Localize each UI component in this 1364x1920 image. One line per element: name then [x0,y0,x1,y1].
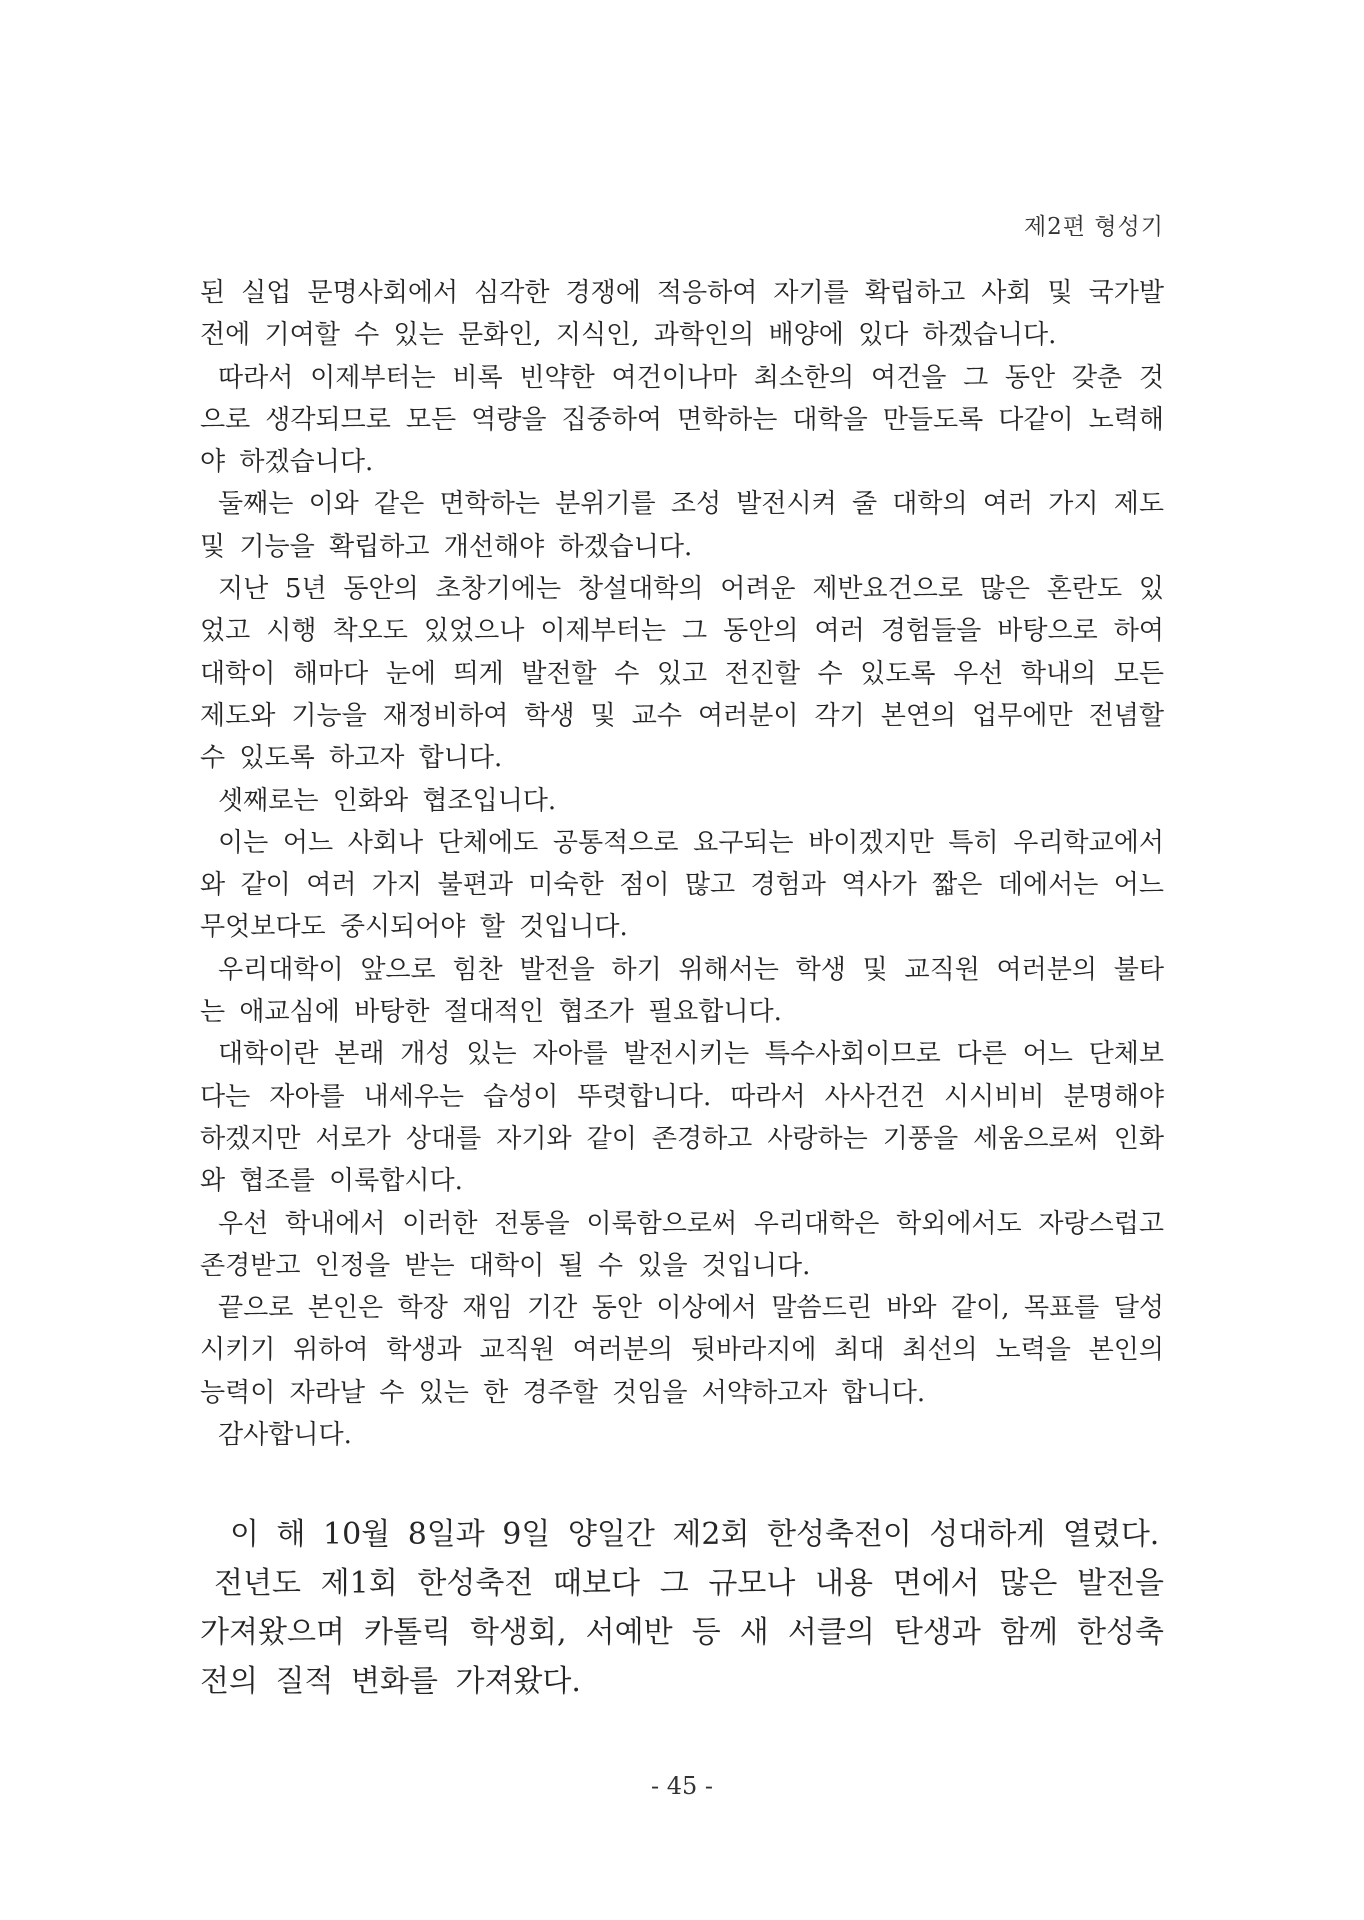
speech-paragraph: 둘째는 이와 같은 면학하는 분위기를 조성 발전시켜 줄 대학의 여러 가지 제도 및 기능을 확립하고 개선해야 하겠습니다. [200,489,1164,562]
speech-paragraph: 지난 5년 동안의 초창기에는 창설대학의 어려운 제반요건으로 많은 혼란도 있었고 시행 착오도 있었으나 이제부터는 그 동안의 여러 경험들을 바탕으로 하여 대학이 해마다 눈에 띄게 발전할 수 있고 전진할 수 있도록 우선 학내의 모든 제도와 기능을 재정비하여 학생 및 교수 여러분이 각기 본연의 업무에만 전념할 수 있도록 하고자 합니다. [200,574,1164,774]
speech-paragraph: 따라서 이제부터는 비록 빈약한 여건이나마 최소한의 여건을 그 동안 갖춘 것으로 생각되므로 모든 역량을 집중하여 면학하는 대학을 만들도록 다같이 노력해야 하겠습니다. [200,362,1164,478]
speech-paragraph: 우선 학내에서 이러한 전통을 이룩함으로써 우리대학은 학외에서도 자랑스럽고 존경받고 인정을 받는 대학이 될 수 있을 것입니다. [200,1208,1164,1281]
speech-paragraph: 끝으로 본인은 학장 재임 기간 동안 이상에서 말씀드린 바와 같이, 목표를 달성시키기 위하여 학생과 교직원 여러분의 뒷바라지에 최대 최선의 노력을 본인의 능력이 자라날 수 있는 한 경주할 것임을 서약하고자 합니다. [200,1293,1164,1408]
page-number: - 45 - [650,1772,713,1800]
speech-body [200,272,1164,1456]
narrative-paragraph: 전년도 제1회 한성축전 때보다 그 규모나 내용 면에서 많은 발전을 가져왔으며 카톨릭 학생회, 서예반 등 새 서클의 탄생과 함께 한성축전의 질적 변화를 가져왔다. [200,1566,1164,1699]
speech-paragraph: 된 실업 문명사회에서 심각한 경쟁에 적응하여 자기를 확립하고 사회 및 국가발전에 기여할 수 있는 문화인, 지식인, 과학인의 배양에 있다 하겠습니다. [200,278,1164,351]
speech-paragraph: 감사합니다. [218,1420,352,1451]
speech-paragraph: 셋째로는 인화와 협조입니다. [218,785,557,816]
narrative-paragraph: 이 해 10월 8일과 9일 양일간 제2회 한성축전이 성대하게 열렸다. [230,1517,1160,1552]
speech-paragraph: 이는 어느 사회나 단체에도 공통적으로 요구되는 바이겠지만 특히 우리학교에서와 같이 여러 가지 불편과 미숙한 점이 많고 경험과 역사가 짧은 데에서는 어느 무엇보다도 중시되어야 할 것입니다. [200,827,1164,943]
narrative-body [200,1510,1164,1706]
speech-paragraph: 우리대학이 앞으로 힘찬 발전을 하기 위해서는 학생 및 교직원 여러분의 불타는 애교심에 바탕한 절대적인 협조가 필요합니다. [200,954,1164,1028]
page-header: 제2편 형성기 [1023,214,1164,240]
speech-paragraph: 대학이란 본래 개성 있는 자아를 발전시키는 특수사회이므로 다른 어느 단체보다는 자아를 내세우는 습성이 뚜렷합니다. 따라서 사사건건 시시비비 분명해야 하겠지만 서로가 상대를 자기와 같이 존경하고 사랑하는 기풍을 세움으로써 인화와 협조를 이룩합시다. [200,1039,1164,1197]
